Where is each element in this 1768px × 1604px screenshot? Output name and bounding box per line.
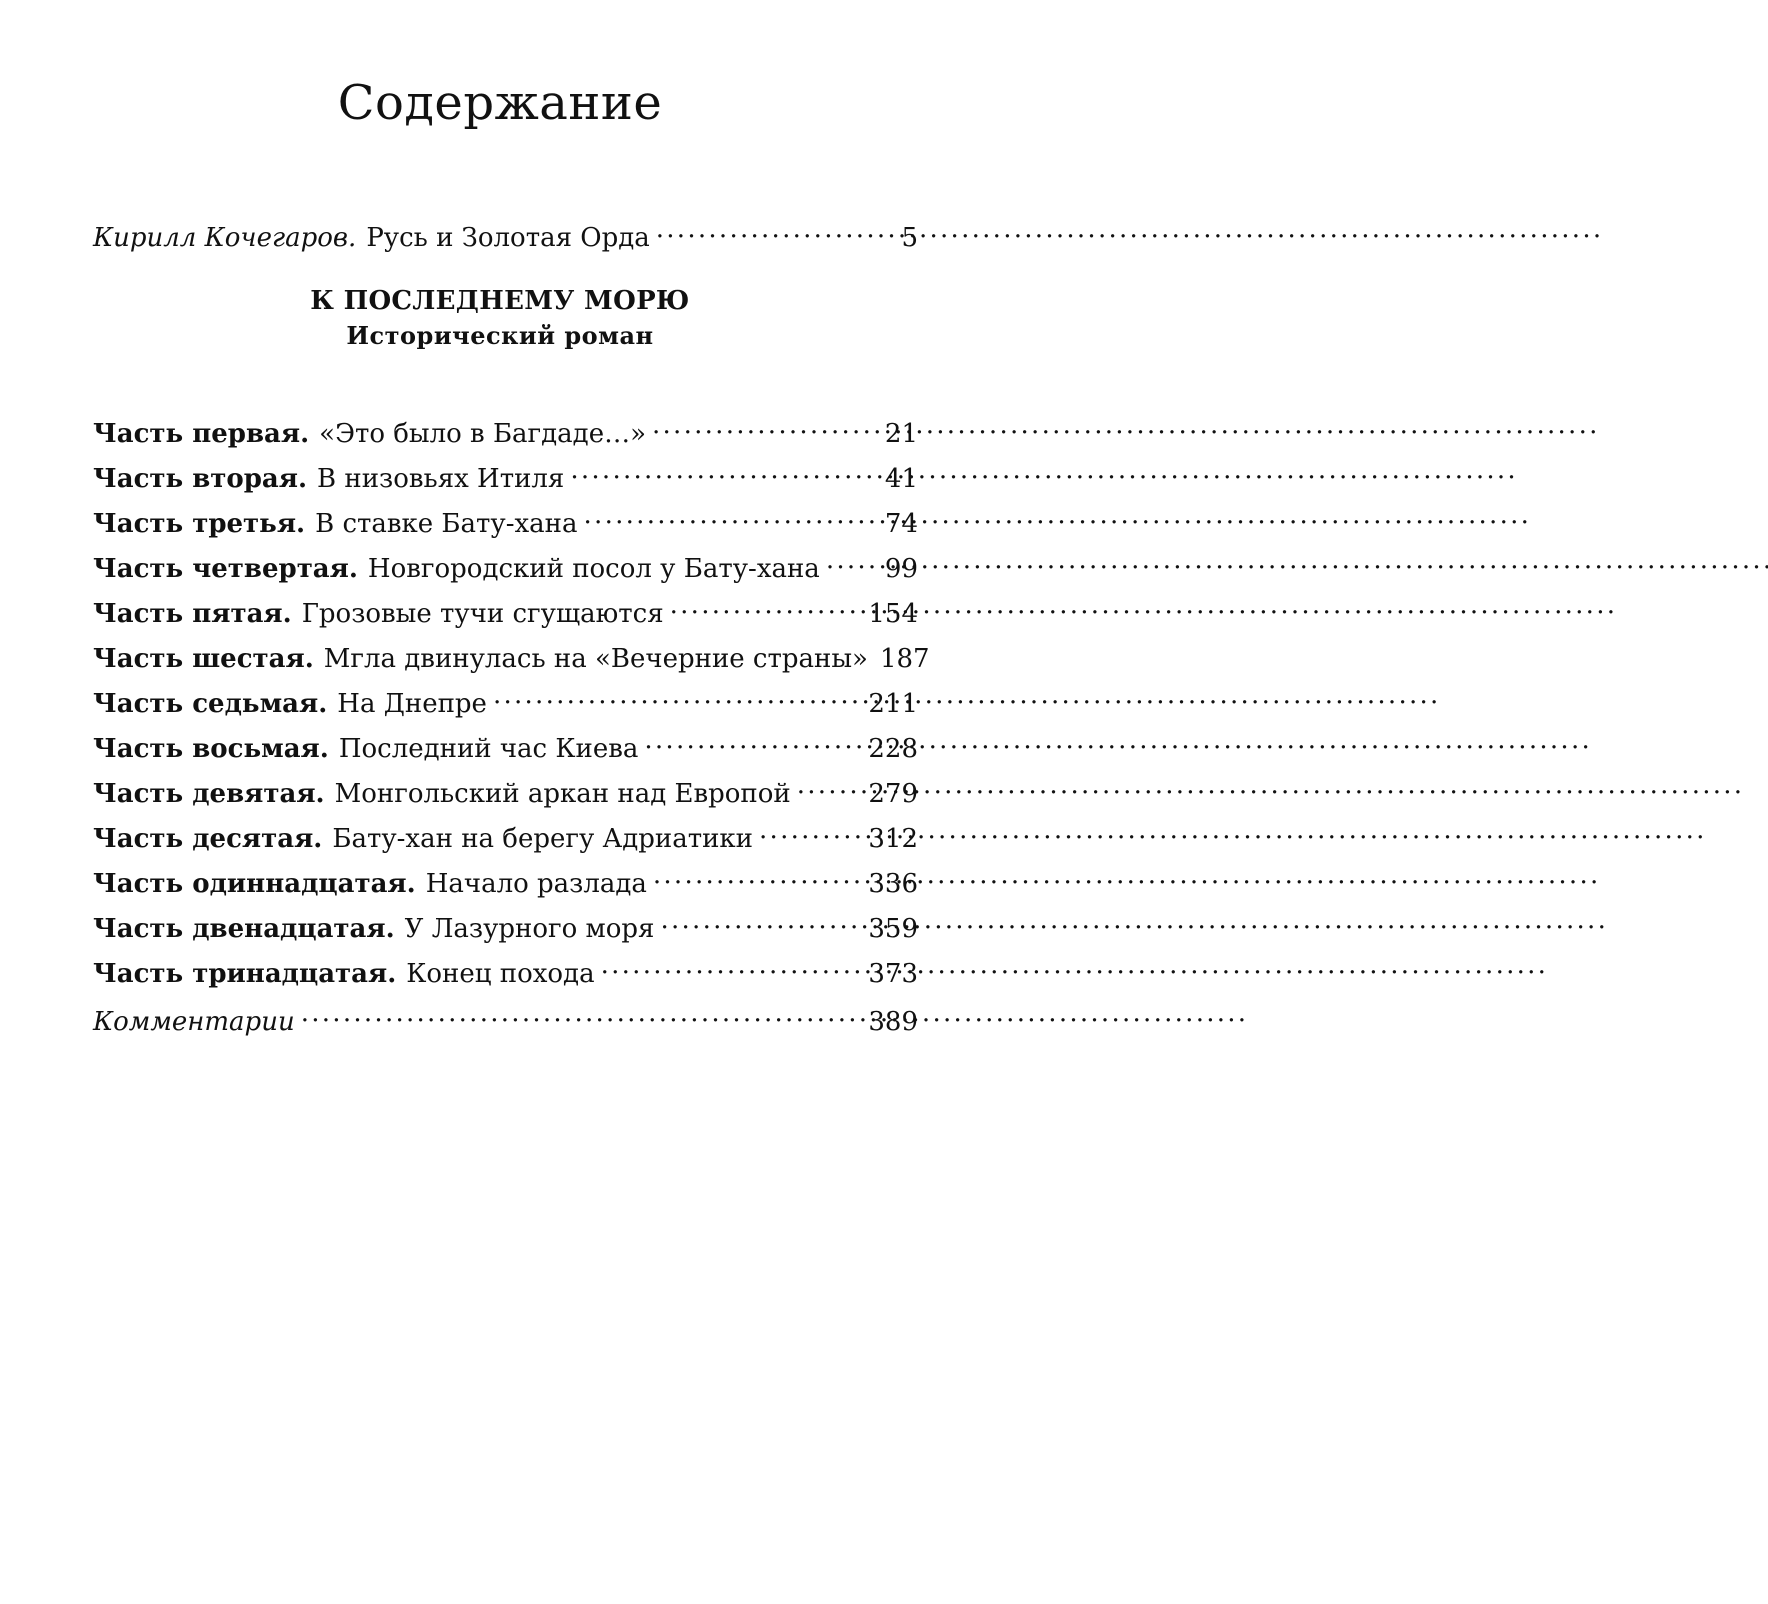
dot-leader <box>759 813 862 847</box>
toc-entry-title: Конец похода <box>406 959 595 989</box>
toc-entry-page: 154 <box>868 599 918 629</box>
toc-entry-part[interactable] <box>93 723 918 766</box>
toc-entry-page: 359 <box>868 914 918 944</box>
book-subtitle: Исторический роман <box>346 321 654 350</box>
toc-entry-title: Русь и Золотая Орда <box>366 223 650 253</box>
toc-entry-part-label: Часть восьмая. <box>93 734 329 764</box>
dot-leader <box>570 453 879 487</box>
toc-entry-title: «Это было в Багдаде…» <box>319 419 646 449</box>
toc-entry-page: 41 <box>884 464 918 494</box>
toc-entry-part[interactable] <box>93 678 918 721</box>
toc-entry-part[interactable] <box>93 498 918 541</box>
toc-entry-part-label: Часть десятая. <box>93 824 323 854</box>
toc-entry-part[interactable] <box>93 588 918 631</box>
toc-entry-page: 74 <box>884 509 918 539</box>
toc-entry-page: 21 <box>884 419 918 449</box>
toc-entry-part-label: Часть девятая. <box>93 779 325 809</box>
toc-entry-comments[interactable] <box>93 996 918 1039</box>
toc-entry-part-label: Часть тринадцатая. <box>93 959 397 989</box>
toc-entry-title: Комментарии <box>93 1007 295 1037</box>
dot-leader <box>301 996 863 1030</box>
toc-entry-title: Монгольский аркан над Европой <box>334 779 791 809</box>
dot-leader <box>652 408 879 442</box>
page-title: Содержание <box>337 75 663 131</box>
dot-leader <box>656 212 896 246</box>
toc-entry-part[interactable] <box>93 768 918 811</box>
toc-entry-part-label: Часть двенадцатая. <box>93 914 395 944</box>
toc-entry-part[interactable] <box>93 408 918 451</box>
toc-entry-intro[interactable] <box>93 212 918 255</box>
toc-entry-page: 5 <box>901 223 918 253</box>
toc-entry-title: Бату-хан на берегу Адриатики <box>332 824 754 854</box>
toc-entry-part[interactable] <box>93 903 918 946</box>
toc-entry-part-label: Часть первая. <box>93 419 310 449</box>
dot-leader <box>670 588 863 622</box>
toc-entry-part-label: Часть четвертая. <box>93 554 358 584</box>
toc-entry-part-label: Часть вторая. <box>93 464 308 494</box>
toc-entry-part-label: Часть шестая. <box>93 644 314 674</box>
toc-entry-part-label: Часть пятая. <box>93 599 292 629</box>
dot-leader <box>660 903 862 937</box>
toc-entry-title: Последний час Киева <box>338 734 639 764</box>
toc-entry-page: 187 <box>879 644 930 674</box>
toc-entry-part[interactable] <box>93 813 918 856</box>
dot-leader <box>797 768 863 802</box>
toc-entry-title: На Днепре <box>337 689 487 719</box>
toc-entry-author: Кирилл Кочегаров. <box>93 223 357 253</box>
toc-entry-title: Мгла двинулась на «Вечерние страны» <box>323 644 868 674</box>
dot-leader <box>644 723 862 757</box>
dot-leader <box>601 948 863 982</box>
toc-entry-page: 312 <box>868 824 918 854</box>
dot-leader <box>653 858 863 892</box>
dot-leader <box>584 498 879 532</box>
toc-entry-page: 373 <box>868 959 918 989</box>
toc-entry-part-label: Часть одиннадцатая. <box>93 869 416 899</box>
toc-entry-title: Новгородский посол у Бату-хана <box>367 554 820 584</box>
dot-leader <box>826 543 879 577</box>
toc-entry-part-label: Часть седьмая. <box>93 689 328 719</box>
toc-entry-title: В низовьях Итиля <box>317 464 565 494</box>
toc-entry-page: 279 <box>868 779 918 809</box>
toc-entry-page: 99 <box>884 554 918 584</box>
toc-entry-page: 389 <box>868 1007 918 1037</box>
toc-entry-page: 336 <box>868 869 918 899</box>
toc-entry-part-label: Часть третья. <box>93 509 306 539</box>
toc-entry-page: 228 <box>868 734 918 764</box>
toc-entry-part[interactable] <box>93 453 918 496</box>
toc-entry-title: Грозовые тучи сгущаются <box>301 599 664 629</box>
toc-entry-part[interactable] <box>93 948 918 991</box>
dot-leader <box>493 678 862 712</box>
toc-entry-part[interactable] <box>93 858 918 901</box>
toc-entry-title: В ставке Бату-хана <box>315 509 578 539</box>
toc-entry-title: У Лазурного моря <box>404 914 655 944</box>
toc-entry-page: 211 <box>868 689 918 719</box>
toc-entry-title: Начало разлада <box>425 869 647 899</box>
book-title: К ПОСЛЕДНЕМУ МОРЮ <box>310 286 690 316</box>
toc-entry-part[interactable] <box>93 633 930 676</box>
toc-entry-part[interactable] <box>93 543 918 586</box>
